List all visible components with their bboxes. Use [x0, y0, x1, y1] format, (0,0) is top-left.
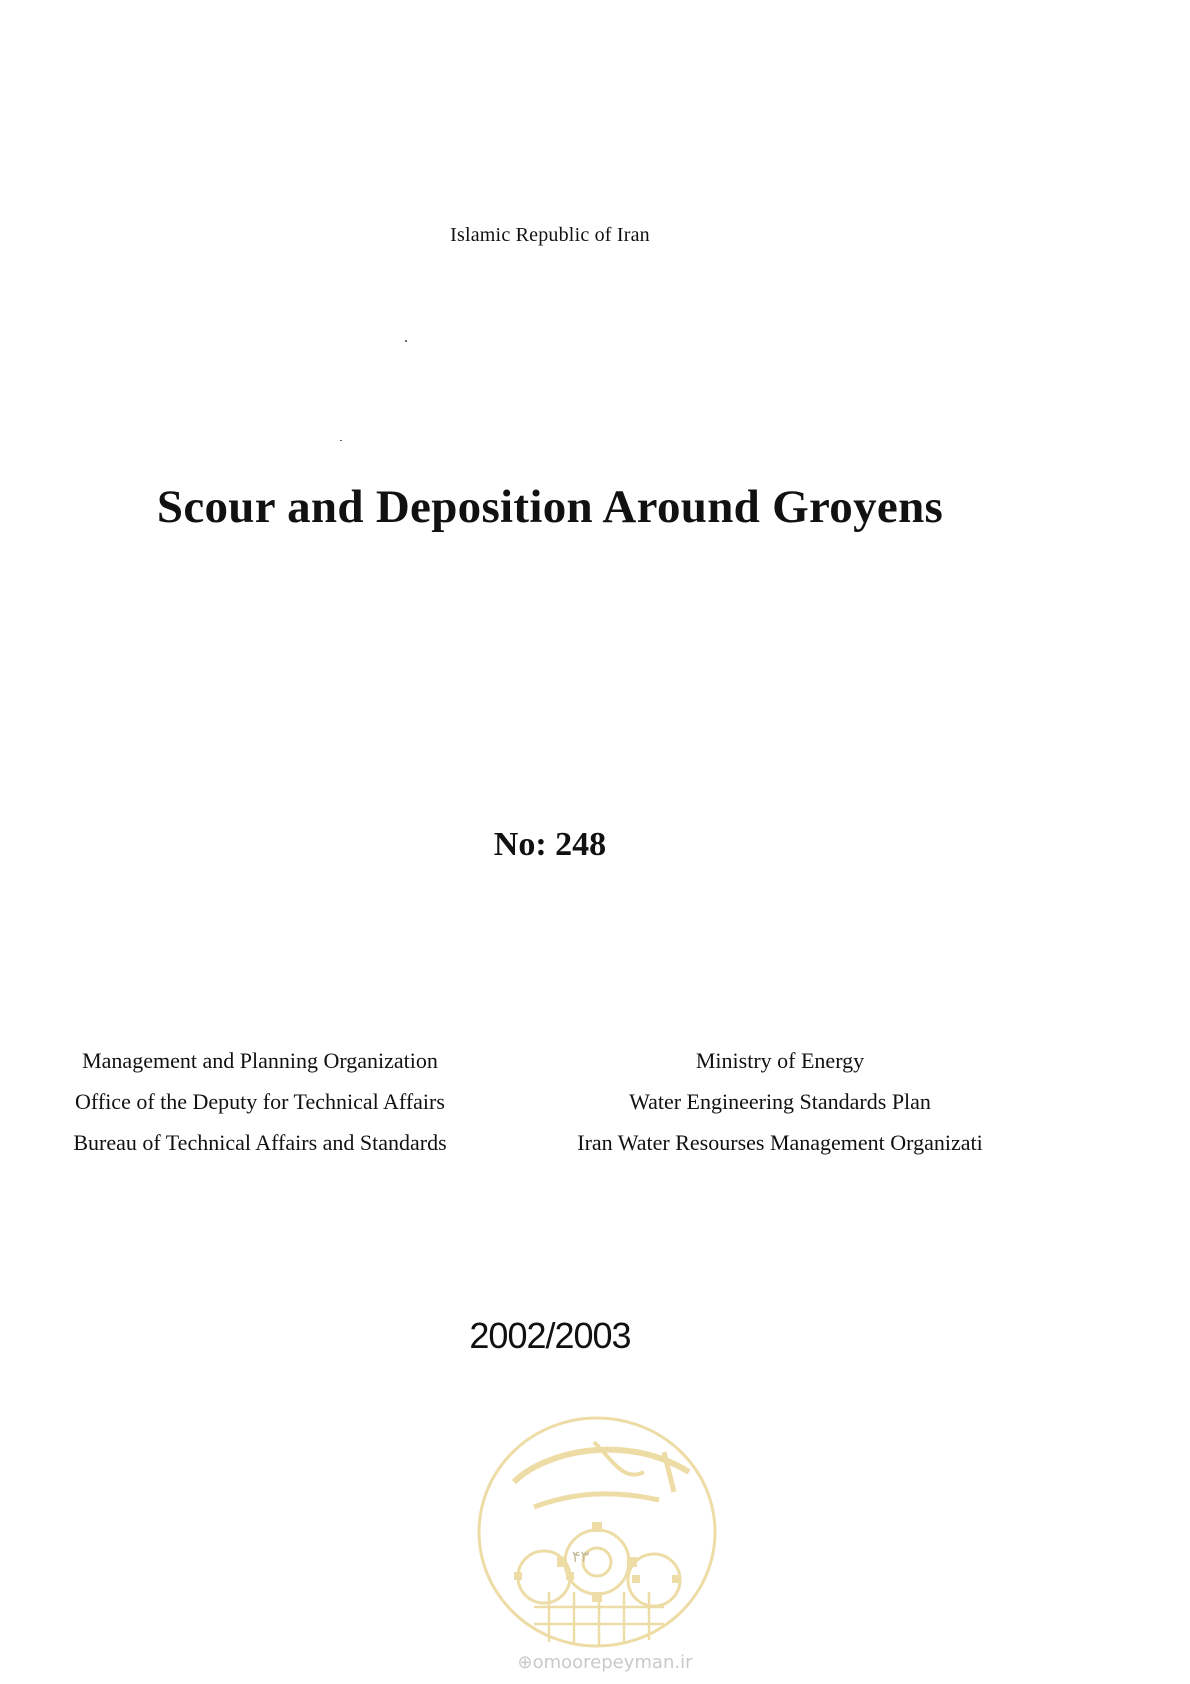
document-number: No: 248 — [493, 826, 607, 863]
scan-speck — [405, 340, 407, 342]
seal-number: ۴۳ — [572, 1547, 590, 1566]
publication-year: 2002/2003 — [469, 1315, 631, 1356]
globe-icon: ⊕ — [517, 1652, 533, 1673]
organization-left-line: Office of the Deputy for Technical Affairs — [75, 1089, 445, 1114]
organization-right-block — [550, 1040, 1010, 1163]
organization-left-block — [30, 1040, 490, 1163]
organization-left-line: Management and Planning Organization — [82, 1048, 438, 1073]
watermark-site-text — [485, 1652, 725, 1673]
omoorepeyman-seal-icon — [474, 1412, 720, 1652]
document-title: Scour and Deposition Around Groyens — [156, 481, 944, 533]
organization-left-line: Bureau of Technical Affairs and Standards — [73, 1130, 447, 1155]
watermark-site: omoorepeyman.ir — [532, 1652, 693, 1673]
scan-speck — [340, 440, 342, 441]
organization-right-line: Iran Water Resourses Management Organizati — [577, 1130, 983, 1155]
organization-right-line: Ministry of Energy — [695, 1048, 865, 1073]
organization-right-line: Water Engineering Standards Plan — [629, 1089, 931, 1114]
country-heading: Islamic Republic of Iran — [450, 224, 650, 246]
